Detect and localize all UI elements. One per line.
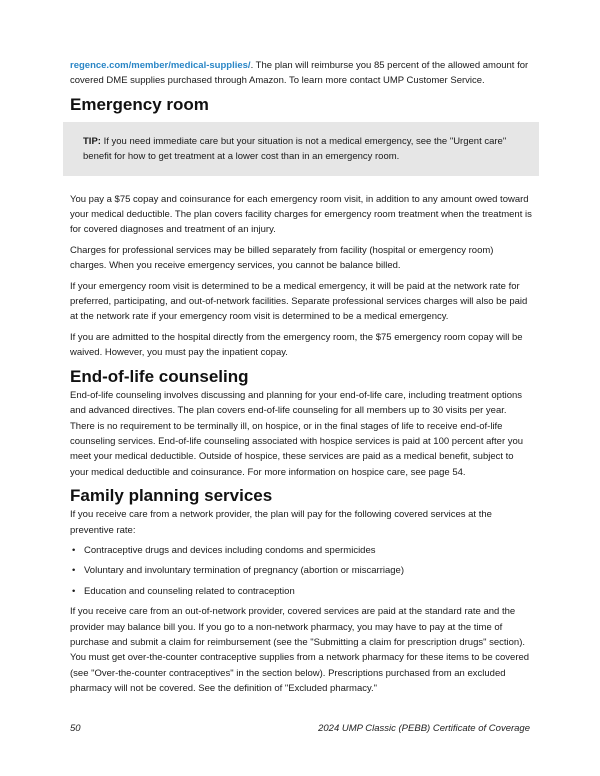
family-planning-list <box>70 543 532 599</box>
page-number: 50 <box>70 723 81 734</box>
medical-supplies-link[interactable]: regence.com/member/medical-supplies/ <box>70 60 251 71</box>
emergency-paragraph: Charges for professional services may be billed separately from facility (hospital or emergency room) charges. When you receive emergency services, you cannot be balance billed. <box>70 244 494 272</box>
family-planning-paragraph: If you receive care from an out-of-network provider, covered services are paid at the standard rate and the provider may balance bill you. If you go to a non-network pharmacy, you may have to pay at the time of purchase and submit a claim for reimbursement (see the "Submitting a claim for prescription drugs" section). You must get over-the-counter contraceptive supplies from a network pharmacy for these items to be covered (see "Over-the-counter contraceptives" in the section below). Prescriptions purchased from an excluded pharmacy will not be covered. See the definition of "Excluded pharmacy." <box>70 606 530 695</box>
intro-paragraph <box>70 58 532 89</box>
emergency-paragraph: If your emergency room visit is determined to be a medical emergency, it will be paid at the network rate for preferred, participating, and out-of-network facilities. Separate professional services charges will also be paid at the network rate if your emergency room visit is determined to be a medical emergency. <box>70 280 528 323</box>
list-item: • Education and counseling related to contraception <box>70 584 532 599</box>
family-planning-intro: If you receive care from a network provider, the plan will pay for the following covered services at the preventive rate: <box>70 509 492 536</box>
family-planning-heading: Family planning services <box>70 486 273 506</box>
tip-box <box>63 122 539 176</box>
page-footer <box>70 702 530 736</box>
document-title: 2024 UMP Classic (PEBB) Certificate of Coverage <box>318 723 530 734</box>
end-of-life-heading: End-of-life counseling <box>70 366 249 386</box>
tip-label: TIP: <box>83 135 101 147</box>
list-item: • Voluntary and involuntary termination of pregnancy (abortion or miscarriage) <box>70 563 532 578</box>
end-of-life-paragraph: End-of-life counseling involves discussing and planning for your end-of-life care, including treatment options and advanced directives. The plan covers end-of-life counseling for all members up to 30 visits per year. There is no requirement to be terminally ill, on hospice, or in the final stages of life to receive end-of-life counseling services. End-of-life counseling associated with hospice services is paid at 100 percent after you meet your medical deductible. Outside of hospice, these services are paid as a medical benefit, subject to your medical deductible and coinsurance. For more information on hospice care, see page 54. <box>70 389 524 478</box>
page-content <box>70 58 532 702</box>
emergency-paragraph: If you are admitted to the hospital directly from the emergency room, the $75 emergency room copay will be waived. However, you must pay the inpatient copay. <box>70 331 523 359</box>
emergency-room-heading: Emergency room <box>70 94 209 114</box>
tip-text: If you need immediate care but your situation is not a medical emergency, see the "Urgent care" benefit for how to get treatment at a lower cost than in an emergency room. <box>83 135 507 163</box>
emergency-paragraph: You pay a $75 copay and coinsurance for each emergency room visit, in addition to any amount owed toward your medical deductible. The plan covers facility charges for emergency room treatment when the treatment is for covered diagnoses and treatment of an injury. <box>70 193 532 236</box>
intro-text: . The plan will reimburse you 85 percent of the allowed amount for covered DME supplies purchased through Amazon. To learn more contact UMP Customer Service. <box>70 60 529 87</box>
list-item: • Contraceptive drugs and devices including condoms and spermicides <box>70 543 532 558</box>
